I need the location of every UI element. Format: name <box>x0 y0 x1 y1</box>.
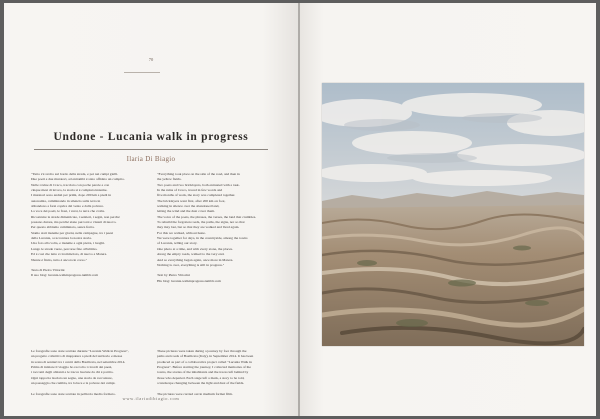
text-line: Il suo blog: lucania.walkinprogress.tumblr.com <box>31 273 98 278</box>
text-line: produced as part of a collaborative project called "Lucania Walk in <box>157 359 252 364</box>
text-line: Along the empty roads, walked to the very end. <box>157 252 225 257</box>
text-line: Progress". Before starting the journey, I collected memories of the <box>157 365 251 370</box>
text-line: We were together for days, in the countryside, among the towns <box>157 236 248 241</box>
text-line: five months of work, the story was completed together. <box>157 193 236 198</box>
text-line: in scena di sentieri tra i centri della Basilicata, nel settembre 2014. <box>31 359 126 364</box>
text-line: they may last, but so that they are walked and lived again. <box>157 225 240 230</box>
text-line: For this we walked, without haste. <box>157 230 206 235</box>
title-rule <box>34 149 268 150</box>
text-line: Le fotografie sono state scattate durante "Lucania Walk in Progress", <box>31 349 129 353</box>
italian-credit <box>31 268 147 279</box>
website-footer: www.ilariadibiagio.com <box>122 396 180 401</box>
text-line: Prima di iniziare il viaggio ho raccolto i ricordi dei paesi, <box>31 365 113 370</box>
text-line: cinque mesi di lavoro, la storia si è compiuta insieme. <box>31 188 108 193</box>
text-line: un paesaggio che cambia, tra la luce e la polvere dei campi. <box>31 381 116 386</box>
text-line: Ricostruire le strade dimenticate, i sentieri, i segni, non perché <box>31 214 120 219</box>
text-line: Niente è finito, tutto è ancora in corso." <box>31 257 88 262</box>
text-line: autonomia, camminando in silenzio sulla terra in <box>31 198 101 203</box>
landscape-photo <box>322 83 584 346</box>
text-line: a landscape changing between the light and dust of the fields. <box>157 381 245 386</box>
text-line: towns, the stories of the inhabitants and the traces left behind by <box>157 370 249 375</box>
text-line: La voce dei poeti, le frasi, i versi, la terra che crolla. <box>31 209 105 214</box>
text-line: Le fotografie sono state scattate in pellicola medio formato. <box>31 391 116 396</box>
article-title: Undone - Lucania walk in progress <box>53 131 249 143</box>
text-line: Per questo abbiamo camminato, senza fretta. <box>31 225 95 230</box>
text-line: Nelle rovine di Craco, tracciato con poche parole e con <box>31 182 110 187</box>
page-number-rule <box>124 72 160 73</box>
text-line: those who departed. Each stage left a mark, a story to be told, <box>157 375 245 380</box>
text-line: letting the wind and the dust cover them. <box>157 209 215 214</box>
text-line: Siamo stati insieme per giorni, nelle campagne, tra i paesi <box>31 230 114 235</box>
text-line: And so everything began again, once more in Matera. <box>157 257 234 262</box>
text-line: possano durare, ma perché siano percorsi e vissuti di nuovo. <box>31 220 117 225</box>
italian-text-column <box>31 172 147 279</box>
text-line: i racconti degli abitanti e le tracce lasciate da chi è partito. <box>31 370 114 375</box>
text-line: Lungo le strade vuote, percorse fino all'ultimo. <box>31 246 98 251</box>
text-line: The voice of the poets, the phrases, the verses, the land that crumbles. <box>157 214 257 219</box>
italian-poem <box>31 172 147 263</box>
text-line: paths and roads of Basilicata (Italy), in September 2014. It has been <box>157 354 254 359</box>
text-line: The bricklayers went first, after 200 km on foot, <box>157 198 226 203</box>
text-line: To rebuild the forgotten roads, the paths, the signs, not so that <box>157 220 245 225</box>
text-line: Ed è così che tutto è ricominciato, di nuovo a Matera. <box>31 252 108 257</box>
text-line: Text by Pietro Vittorini <box>157 273 190 278</box>
right-page <box>300 3 596 416</box>
text-line: Ogni tappa ha lasciato un segno, una storia da raccontare, <box>31 375 113 380</box>
article-author: Ilaria Di Biagio <box>126 155 176 163</box>
english-text-column <box>157 172 281 284</box>
page-number: 70 <box>148 57 154 62</box>
text-line: walking in silence over the abandoned land, <box>157 204 220 209</box>
text-line: His blog: lucania.walkinprogress.tumblr.com <box>157 278 221 283</box>
text-line: Nothing is over, everything is still in progress." <box>157 262 225 267</box>
italian-body-paragraph <box>31 349 147 397</box>
text-line: un progetto collettivo di mappatura a piedi del territorio e messa <box>31 354 123 359</box>
english-body-paragraph <box>157 349 281 397</box>
text-line: Testo di Pietro Vittorini <box>31 268 65 273</box>
text-line: The pictures were carried out in medium format film. <box>157 391 233 396</box>
text-line: Two poets and two bricklayers, both entrusted with a task. <box>157 182 240 187</box>
text-line: These pictures were taken during a journey by foot through the <box>157 349 247 353</box>
text-line: della Lucania, a raccontare la nostra storia. <box>31 236 92 241</box>
text-line: of Lucania, telling our story. <box>157 241 198 246</box>
text-line: One photo at a time, and with every stone, the places. <box>157 246 233 251</box>
text-line: Una foto alla volta, e insieme a ogni pietra, i luoghi. <box>31 241 105 246</box>
left-page <box>4 3 298 416</box>
text-line: "Tutto s'è svolto sul bordo della strada, e poi nei campi gialli. <box>31 172 118 176</box>
text-line: In the ruins of Craco, traced in few words and <box>157 188 223 193</box>
text-line: I muratori sono andati per primi, dopo 200 km a piedi in <box>31 193 111 198</box>
english-poem <box>157 172 281 268</box>
text-line: "Everything took place on the side of the road, and then in <box>157 172 240 176</box>
text-line: the yellow fields. <box>157 177 182 182</box>
text-line: abbandono a farsi coprire dal vento e dalla polvere. <box>31 204 104 209</box>
english-credit <box>157 273 281 284</box>
text-line: Due poeti e due muratori, ad entrambi è stato affidato un compito. <box>31 177 125 182</box>
